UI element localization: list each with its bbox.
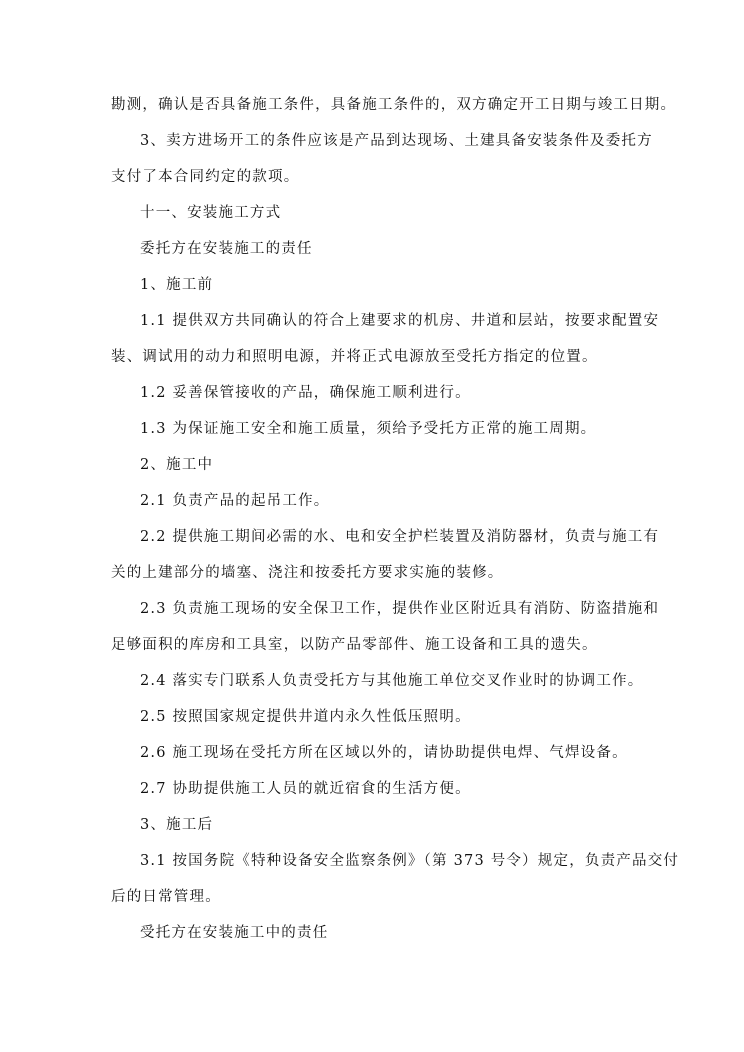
text-line: 后的日常管理。 xyxy=(111,889,221,905)
subsection-heading: 委托方在安装施工的责任 xyxy=(140,241,313,257)
subsection-heading: 受托方在安装施工中的责任 xyxy=(140,925,329,941)
text-line: 2.7 协助提供施工人员的就近宿食的生活方便。 xyxy=(140,781,471,797)
text-line: 2.5 按照国家规定提供井道内永久性低压照明。 xyxy=(140,709,471,725)
text-line: 支付了本合同约定的款项。 xyxy=(111,169,300,185)
text-line: 勘测，确认是否具备施工条件，具备施工条件的，双方确定开工日期与竣工日期。 xyxy=(111,97,677,113)
text-line: 足够面积的库房和工具室，以防产品零部件、施工设备和工具的遗失。 xyxy=(111,637,598,653)
text-line: 2.1 负责产品的起吊工作。 xyxy=(140,493,330,509)
text-line: 2.6 施工现场在受托方所在区域以外的，请协助提供电焊、气焊设备。 xyxy=(140,745,628,761)
text-line: 2.3 负责施工现场的安全保卫工作，提供作业区附近具有消防、防盗措施和 xyxy=(140,601,660,617)
text-line: 装、调试用的动力和照明电源，并将正式电源放至受托方指定的位置。 xyxy=(111,349,598,365)
text-line: 关的上建部分的墙塞、浇注和按委托方要求实施的装修。 xyxy=(111,565,504,581)
clause-heading: 1、施工前 xyxy=(140,277,214,293)
text-line: 3、卖方进场开工的条件应该是产品到达现场、土建具备安装条件及委托方 xyxy=(140,133,653,149)
text-line: 2.4 落实专门联系人负责受托方与其他施工单位交叉作业时的协调工作。 xyxy=(140,673,644,689)
text-line: 1.3 为保证施工安全和施工质量，须给予受托方正常的施工周期。 xyxy=(140,421,597,437)
section-heading: 十一、安装施工方式 xyxy=(140,205,282,221)
clause-heading: 3、施工后 xyxy=(140,817,214,833)
clause-heading: 2、施工中 xyxy=(140,457,214,473)
text-line: 1.2 妥善保管接收的产品，确保施工顺利进行。 xyxy=(140,385,471,401)
text-line: 1.1 提供双方共同确认的符合上建要求的机房、井道和层站，按要求配置安 xyxy=(140,313,660,329)
text-line: 2.2 提供施工期间必需的水、电和安全护栏装置及消防器材，负责与施工有 xyxy=(140,529,660,545)
text-line: 3.1 按国务院《特种设备安全监察条例》（第 373 号令）规定，负责产品交付 xyxy=(140,853,680,869)
